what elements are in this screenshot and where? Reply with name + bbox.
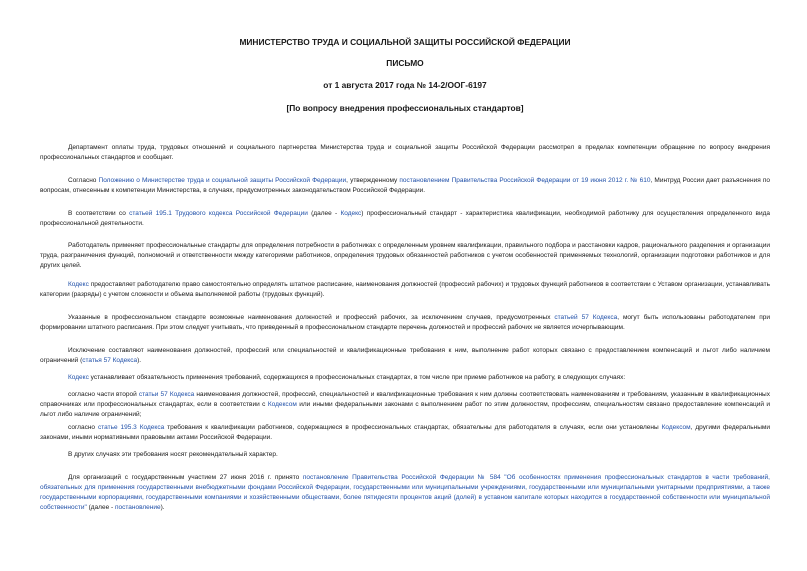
document-link[interactable]: Кодекс: [68, 281, 89, 288]
paragraph-text: ).: [137, 357, 142, 364]
paragraph-text: устанавливает обязательность применения требований, содержащихся в профессиональных стандартах, в том числе при приеме работников на работу, в следующих случаях:: [88, 374, 626, 381]
paragraph-text: Согласно: [68, 177, 99, 184]
paragraph-text: , утвержденному: [346, 177, 400, 184]
paragraph-text: Департамент оплаты труда, трудовых отношений и социального партнерства Министерства труда и социальной защиты Российской Федерации рассмотрел в пределах компетенции обращение по вопросу внедрения профессиональных стандартов и сообщает.: [40, 144, 770, 161]
document-link[interactable]: постановление Правительства Российской Федерации № 584 "Об особенностях применения профессиональных стандартов в части требований, обязательных для применения государственными внебюджетными фондами Российской Федерации, государственными или муниципальными учреждениями, государственными или муниципальными унитарными предприятиями, а также государственными корпорациями, государственными компаниями и хозяйственными обществами, более пятидесяти процентов акций (долей) в уставном капитале которых находится в государственной собственности или муниципальной собственности": [40, 474, 770, 511]
paragraph-text: Указанные в профессиональном стандарте возможные наименования должностей и профессий рабочих, за исключением случаев, предусмотренных: [68, 314, 555, 321]
document-date-number: от 1 августа 2017 года № 14-2/ООГ-6197: [323, 80, 487, 90]
paragraph-text: В соответствии со: [68, 210, 130, 217]
paragraph-text: (далее -: [86, 504, 115, 511]
paragraph-text: Исключение составляют наименования должностей, профессий или специальностей и квалификационные требования к ним, выполнение работ которых связано с предоставлением компенсаций и льгот либо наличием ограничений (: [40, 347, 770, 364]
document-link[interactable]: Кодекс: [340, 210, 362, 217]
paragraph: [40, 450, 770, 460]
paragraph: [40, 473, 770, 513]
document-link[interactable]: статья 57 Кодекса: [82, 357, 138, 364]
paragraph-text: предоставляет работодателю право самостоятельно определять штатное расписание, наименования должностей (профессий рабочих) и трудовых функций работников в соответствии с Уставом организации, устанавливать категории (разряды) с учетом сложности и объема выполняемой работы (трудовых функций).: [40, 281, 770, 298]
document-link[interactable]: постановлением Правительства Российской Федерации от 19 июня 2012 г. № 610: [399, 177, 651, 184]
document-link[interactable]: статье 195.3 Кодекса: [97, 424, 165, 431]
paragraph: [40, 280, 770, 300]
paragraph: [40, 143, 770, 163]
paragraph-text: наименования должностей, профессий, специальностей и квалификационные требования к ним должны соответствовать наименованиям и требованиям, указанным в квалификационных справочниках или профессиональных стандартах, если в соответствии с: [40, 391, 770, 408]
paragraph-text: (далее -: [307, 210, 341, 217]
document-link[interactable]: статьи 57 Кодекса: [138, 391, 195, 398]
paragraph-text: требования к квалификации работников, содержащиеся в профессиональных стандартах, обязательны для работодателя в случаях, если они установлены: [164, 424, 662, 431]
paragraph-text: Работодатель применяет профессиональные стандарты для определения потребности в работниках с определенным уровнем квалификации, правильного подбора и расстановки кадров, рационального разделения и организации труда, разграничения функций, полномочий и ответственности между категориями работников, определения трудовых обязанностей работников с учетом особенностей применяемых технологий, организации подготовки работников и для других целей.: [40, 242, 770, 269]
paragraph-text: Для организаций с государственным участием 27 июня 2016 г. принято: [68, 474, 303, 481]
paragraph: [40, 346, 770, 366]
document-type: ПИСЬМО: [386, 58, 424, 68]
paragraph: [40, 423, 770, 443]
paragraph-text: , другими федеральными законами, иными нормативными правовыми актами Российской Федерации.: [40, 424, 770, 441]
document-link[interactable]: Положению о Министерстве труда и социальной защиты Российской Федерации: [98, 177, 347, 184]
paragraph-text: , Минтруд России дает разъяснения по вопросам, отнесенным к компетенции Министерства, в случаях, предусмотренных законодательством Российской Федерации.: [40, 177, 770, 194]
document-link[interactable]: статьей 195.1 Трудового кодекса Российской Федерации: [129, 210, 308, 217]
document-subject: [По вопросу внедрения профессиональных стандартов]: [286, 103, 524, 113]
paragraph: [40, 241, 770, 271]
paragraph-text: ) профессиональный стандарт - характеристика квалификации, необходимой работнику для осуществления определенного вида профессиональной деятельности.: [40, 210, 770, 227]
document-link[interactable]: Кодекс: [68, 374, 89, 381]
paragraph-text: ).: [160, 504, 165, 511]
paragraph-text: согласно части второй: [68, 391, 139, 398]
document-link[interactable]: постановление: [114, 504, 161, 511]
paragraph-text: согласно: [68, 424, 98, 431]
paragraph: [40, 209, 770, 229]
document-link[interactable]: Кодексом: [267, 401, 297, 408]
document-link[interactable]: статьей 57 Кодекса: [554, 314, 618, 321]
paragraph: [40, 176, 770, 196]
document-link[interactable]: Кодексом: [661, 424, 691, 431]
paragraph: [40, 313, 770, 333]
paragraph-text: или иными федеральными законами с выполнением работ по этим должностям, профессиям, специальностям связано предоставление компенсаций и льгот либо наличие ограничений;: [40, 401, 770, 418]
paragraph-text: , могут быть использованы работодателем при формировании штатного расписания. При этом следует учитывать, что приведенный в профессиональном стандарте перечень должностей и профессий рабочих не является исчерпывающим.: [40, 314, 770, 331]
paragraph: [40, 373, 770, 383]
ministry-title: МИНИСТЕРСТВО ТРУДА И СОЦИАЛЬНОЙ ЗАЩИТЫ РОССИЙСКОЙ ФЕДЕРАЦИИ: [239, 37, 571, 47]
paragraph: [40, 390, 770, 420]
paragraph-text: В других случаях эти требования носят рекомендательный характер.: [68, 451, 278, 458]
